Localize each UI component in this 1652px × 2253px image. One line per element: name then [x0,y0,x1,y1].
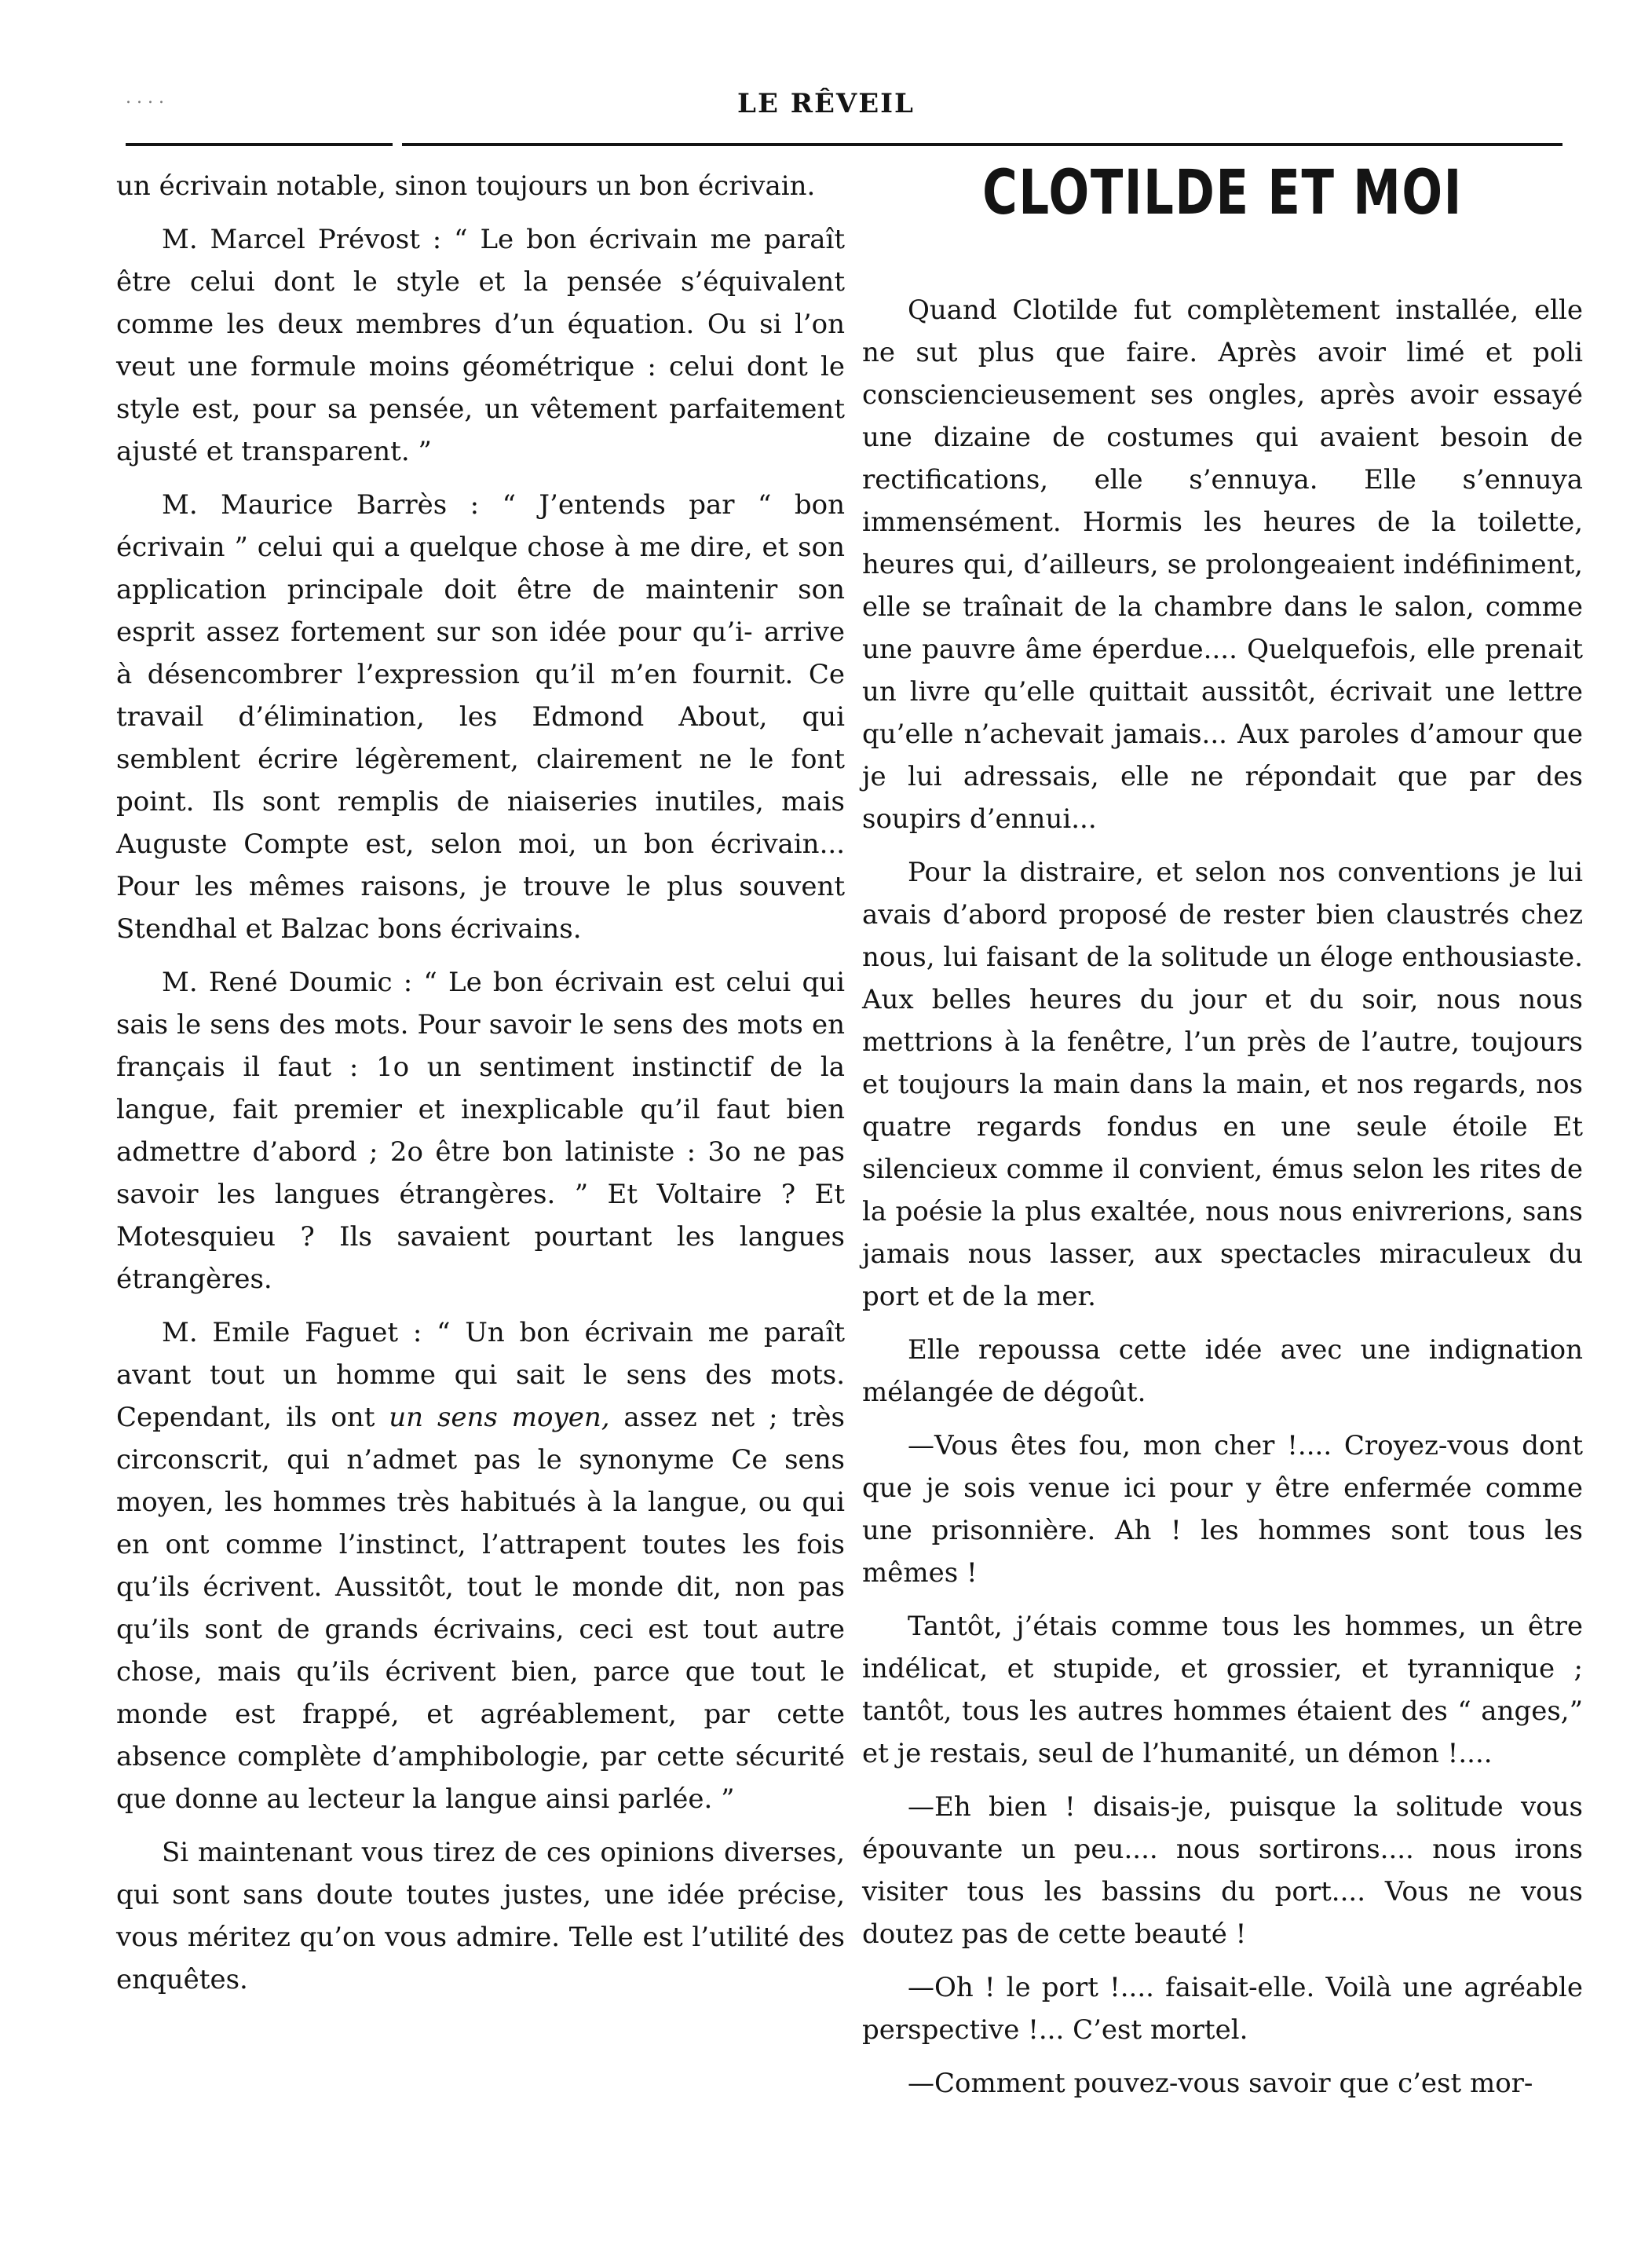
paragraph-prevost: M. Marcel Prévost : “ Le bon écrivain me paraît être celui dont le style et la pensée s’équivalent comme les deux membres d’un équation. Ou si l’on veut une formule moins géométrique : celui dont le style est, pour sa pensée, un vêtement parfaitement ajusté et transparent. ” [116,224,845,467]
paragraph: —Comment pouvez-vous savoir que c’est mor- [908,2068,1533,2099]
article-title: CLOTILDE ET MOI [982,158,1463,229]
paragraph: Elle repoussa cette idée avec une indignation mélangée de dégoût. [862,1334,1583,1408]
left-column [116,165,845,2012]
paragraph-barres: M. Maurice Barrès : “ J’entends par “ bon écrivain ” celui qui a quelque chose à me dire, et son application principale doit être de maintenir son esprit assez fortement sur son idée pour qu’i- arrive à désencombrer l’expression qu’il m’en fournit. Ce travail d’élimination, les Edmond About, qui semblent écrire légèrement, clairement ne le font point. Ils sont remplis de niaiseries inutiles, mais Auguste Compte est, selon moi, un bon écrivain... Pour les mêmes raisons, je trouve le plus souvent Stendhal et Balzac bons écrivains. [116,489,845,945]
paragraph: Quand Clotilde fut complètement installée, elle ne sut plus que faire. Après avoir limé et poli consciencieusement ses ongles, après avoir essayé une dizaine de costumes qui avaient besoin de rectifications, elle s’ennuya. Elle s’ennuya immensément. Hormis les heures de la toilette, heures qui, d’ailleurs, se prolongeaient indéfiniment, elle se traînait de la chambre dans le salon, comme une pauvre âme éperdue.... Quelquefois, elle prenait un livre qu’elle quittait aussitôt, écrivait une lettre qu’elle n’achevait jamais... Aux paroles d’amour que je lui adressais, elle ne répondait que par des soupirs d’ennui... [862,294,1583,835]
text-span: M. Emile Faguet : “ Un bon écrivain me paraît avant tout un homme qui sait le sens des mots. Cependant, ils ont [116,1317,845,1433]
running-title: LE RÊVEIL [737,88,915,119]
header-rule-right [402,143,1562,146]
paragraph-conclusion: Si maintenant vous tirez de ces opinions diverses, qui sont sans doute toutes justes, une idée précise, vous méritez qu’on vous admire. Telle est l’utilité des enquêtes. [116,1837,845,1995]
paragraph: —Vous êtes fou, mon cher !.... Croyez-vous dont que je sois venue ici pour y être enfermée comme une prisonnière. Ah ! les hommes sont tous les mêmes ! [862,1430,1583,1589]
text-span: assez net ; très circonscrit, qui n’admet pas le synonyme Ce sens moyen, les hommes très habitués à la langue, ou qui en ont comme l’instinct, l’attrapent toutes les fois qu’ils écrivent. Aussitôt, tout le monde dit, non pas qu’ils sont de grands écrivains, ceci est tout autre chose, mais qu’ils écrivent bien, parce que tout le monde est frappé, et agréablement, par cette absence complète d’amphibologie, par cette sécurité que donne au lecteur la langue ainsi parlée. ” [116,1402,845,1815]
paragraph-doumic: M. René Doumic : “ Le bon écrivain est celui qui sais le sens des mots. Pour savoir le sens des mots en français il faut : 1o un sentiment instinctif de la langue, fait premier et inexplicable qu’il faut bien admettre d’abord ; 2o être bon latiniste : 3o ne pas savoir les langues étrangères. ” Et Voltaire ? Et Motesquieu ? Ils savaient pourtant les langues étrangères. [116,967,845,1295]
margin-mark: . . . . [126,88,164,108]
right-column [862,289,1583,2116]
italic-phrase: un sens moyen, [389,1402,610,1433]
header-rule-left [126,143,393,146]
paragraph: —Eh bien ! disais-je, puisque la solitude vous épouvante un peu.... nous sortirons.... nous irons visiter tous les bassins du port.... Vous ne vous doutez pas de cette beauté ! [862,1791,1583,1950]
paragraph: Pour la distraire, et selon nos conventions je lui avais d’abord proposé de rester bien claustrés chez nous, lui faisant de la solitude un éloge enthousiaste. Aux belles heures du jour et du soir, nous nous mettrions à la fenêtre, l’un près de l’autre, toujours et toujours la main dans la main, et nos regards, nos quatre regards fondus en une seule étoile Et silencieux comme il convient, émus selon les rites de la poésie la plus exaltée, nous nous enivrerions, sans jamais nous lasser, aux spectacles miraculeux du port et de la mer. [862,857,1583,1312]
paragraph-faguet [116,1311,845,1820]
paragraph: un écrivain notable, sinon toujours un bon écrivain. [116,170,816,202]
paragraph: —Oh ! le port !.... faisait-elle. Voilà une agréable perspective !... C’est mortel. [862,1972,1583,2046]
paragraph: Tantôt, j’étais comme tous les hommes, un être indélicat, et stupide, et grossier, et tyrannique ; tantôt, tous les autres hommes étaient des “ anges,” et je restais, seul de l’humanité, un démon !.... [862,1611,1583,1769]
